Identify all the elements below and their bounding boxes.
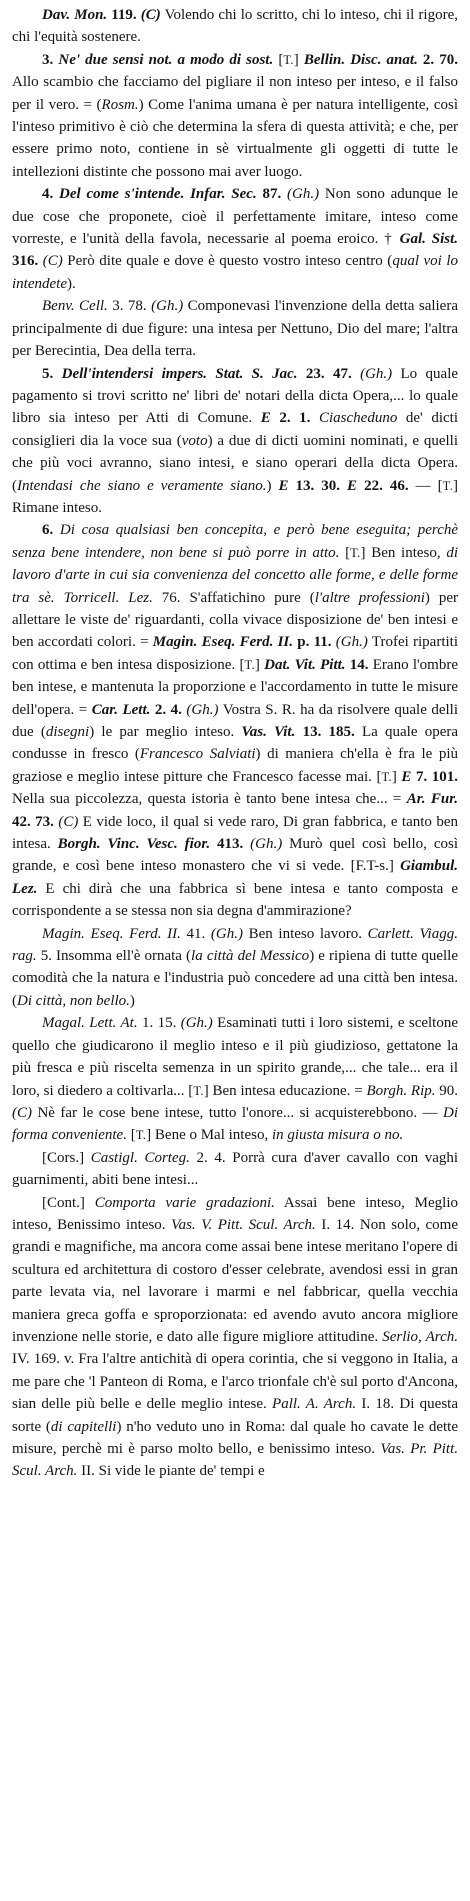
text-run: E <box>260 410 271 427</box>
entry-paragraph <box>12 183 458 295</box>
text-run: Borgh. Vinc. Vesc. fior. <box>57 836 211 853</box>
text-run: disegni <box>45 724 90 740</box>
text-run: 14. <box>345 656 373 673</box>
text-run: ) le par meglio inteso. <box>89 724 242 740</box>
text-run: Dell'intendersi impers. Stat. S. Jac. <box>61 365 298 382</box>
text-run: E <box>347 477 358 494</box>
text-run: 41. <box>180 925 211 942</box>
text-run: 3. 78. <box>107 298 152 315</box>
text-run: Magin. Eseq. Ferd. II. <box>152 634 294 651</box>
text-run: Dat. Vit. Pitt. <box>264 656 346 673</box>
text-run: ). <box>66 275 76 292</box>
text-run: [ <box>339 544 351 561</box>
text-run: (Gh.) <box>360 365 393 382</box>
text-run: Carlett. Viagg. rag. <box>12 925 458 965</box>
text-run: voto <box>181 432 208 449</box>
text-run: ] Bene o Mal inteso, <box>146 1127 272 1144</box>
text-run: 2. 4. <box>150 701 187 718</box>
text-run: Benv. Cell. <box>42 298 108 315</box>
text-run: Giambul. Lez. <box>12 858 458 897</box>
text-run: Serlio, Arch. <box>382 1328 458 1345</box>
text-run: (C) <box>42 253 63 270</box>
text-run: 2. 70. <box>417 51 459 68</box>
text-run: Assai bene inteso, Meglio inteso, Benissimo inteso. <box>12 1194 458 1233</box>
text-run: T. <box>193 1083 204 1098</box>
text-run: Lo quale pagamento si trovi scritto ne' libri de' notari della dicta Opera,... lo quale libro sia inteso per Atti di Comune. <box>12 365 459 427</box>
text-run: Volendo chi lo scritto, chi lo inteso, chi il rigore, chi l'equità sostenere. <box>12 7 458 46</box>
text-run: 13. 185. <box>295 724 362 740</box>
text-run: (Gh.) <box>186 701 219 718</box>
text-run: II. <box>77 1463 99 1480</box>
text-run: T. <box>283 52 294 67</box>
text-run: Rosm. <box>101 96 139 113</box>
text-run: T. <box>442 478 453 493</box>
text-run: E vide loco, il qual si vede raro, Di gran fabbrica, e tanto ben intesa. <box>12 813 458 853</box>
text-run: in giusta misura o no. <box>271 1127 404 1144</box>
text-run: Intendasi che siano e veramente siano. <box>17 477 267 494</box>
text-run: ) a due di dicti uomini nominati, e quelli che più voci avranno, siano intesi, e siano operari della dicta Opera. ( <box>12 432 458 494</box>
text-run: Erano l'ombre ben intese, e mantenuta la proporzione e l'accordamento in tutte le misure dell'opera. = <box>12 656 459 718</box>
text-run: 3. <box>42 51 59 68</box>
text-run: 5. <box>42 365 62 382</box>
text-run: Car. Lett. <box>91 701 151 718</box>
text-run: Ben inteso lavoro. <box>242 925 368 942</box>
text-run: (C) <box>140 7 161 23</box>
text-run: Ar. Fur. <box>406 791 458 808</box>
text-run: Trofei ripartiti con ottima e ben intesa disposizione. [ <box>12 634 458 673</box>
text-run: ] <box>254 656 265 673</box>
text-run: qual voi lo intendete <box>12 253 458 292</box>
text-run: Di questa sorte ( <box>12 1396 459 1435</box>
text-run: La quale opera condusse in fresco ( <box>12 724 459 763</box>
text-run: Castigl. Corteg. <box>90 1149 190 1166</box>
text-run: ] <box>391 768 402 785</box>
text-run: E <box>401 768 412 785</box>
text-run: di lavoro d'arte in cui sia convenienza del concetto alle forme, e delle forme tra sè. Torricell. Lez. <box>12 544 458 606</box>
text-run: (Gh.) <box>287 186 320 203</box>
text-run: ] Ben inteso, <box>360 544 447 561</box>
text-run: Borgh. Rip. <box>366 1082 436 1099</box>
text-run: (Gh.) <box>335 634 368 651</box>
text-run: Allo scambio che facciamo del pigliare il non inteso per inteso, e il falso per il vero. = ( <box>12 74 458 113</box>
text-run: E <box>278 477 289 494</box>
text-run: Dav. Mon. <box>42 7 108 23</box>
text-run: 23. 47. <box>297 365 361 382</box>
entry-paragraph <box>12 519 458 922</box>
entry-paragraph <box>12 295 458 362</box>
text-run: ) di maniera ch'ella è fra le più graziose e meglio intese pitture che Francesco facesse mai. [ <box>12 746 459 785</box>
text-run: 413. <box>210 836 251 853</box>
text-run: ] Ben intesa educazione. = <box>203 1082 367 1099</box>
text-run: Ne' due sensi not. a modo di sost. <box>58 51 274 68</box>
text-run: (Gh.) <box>250 836 283 853</box>
text-run: Murò quel così bello, così grande, e così bene inteso monastero che vi si vede. [F.T-s.] <box>12 836 458 875</box>
text-run: Nè far le cose bene intese, tutto l'onore... si acquisterebbono. — <box>32 1104 443 1121</box>
text-run: (Gh.) <box>210 925 243 942</box>
text-run: la città del Messico <box>191 948 310 965</box>
text-run: 4. <box>42 186 60 203</box>
text-run: (Gh.) <box>151 298 184 315</box>
text-run: Porrà cura d'aver cavallo con vaghi guarnimenti, abiti bene intesi... <box>12 1149 459 1189</box>
text-run: ) n'ho veduto uno in Roma: dal quale ho cavate le dette misure, perchè mi è parso molto bello, e benissimo inteso. <box>12 1418 458 1457</box>
entry-paragraph <box>12 4 458 49</box>
text-run: T. <box>350 545 361 560</box>
text-run: Pall. A. Arch. <box>272 1396 357 1413</box>
text-run: Non solo, come grandi e magnifiche, ma ancora come assai bene intese meritano l'opere di scultura ed architettura di costoro d'esser celebrate, avendosi essi in gran parte levata via, nel lavorare i marmi e nel fabbricar, quella vecchia maniera greca goffa e sproporzionata: ed avendo avuto ancora migliore invenzione nelle storie, e dato alle figure migliore attitudine. <box>12 1216 459 1345</box>
text-run: 90. <box>435 1082 459 1099</box>
text-run: Componevasi l'invenzione della detta saliera principalmente di due figure: una intesa per Nettuno, Dio del mare; l'altra per Berecintia, Dea della terra. <box>12 298 458 360</box>
text-run: Bellin. Disc. anat. <box>303 51 418 68</box>
entry-paragraph <box>12 923 458 1013</box>
text-run: [ <box>273 51 284 68</box>
text-run: Non sono adunque le due cose che proponete, cioè il perfettamente imitare, inteso come vorreste, e l'unità della favola, necessarie al poema eroico. † <box>12 186 459 248</box>
text-run: Magin. Eseq. Ferd. II. <box>42 925 181 942</box>
text-run: Si vide le piante de' tempi e <box>98 1463 265 1480</box>
text-run: ) Come l'anima umana è per natura intelligente, così l'inteso primitivo è ciò che determina la sfera di questa attività; e che, per essere primo noto, contiene in sè virtualmente gli oggetti di tutte le intellezioni distinte che possono mai aver luogo. <box>12 96 458 180</box>
text-run: 7. 101. <box>411 768 459 785</box>
entry-paragraph <box>12 363 458 520</box>
text-run: ] Rimane inteso. <box>12 477 458 516</box>
text-run: Comporta varie gradazioni. <box>94 1194 275 1211</box>
text-run: T. <box>381 769 392 784</box>
text-run: Ciascheduno <box>319 410 398 427</box>
text-run: 5. Insomma ell'è ornata ( <box>36 948 192 965</box>
text-run: 1. 15. <box>137 1015 181 1032</box>
text-run: [ <box>126 1127 136 1144</box>
text-run: Vas. V. Pitt. Scul. Arch. <box>171 1216 316 1233</box>
text-run: 119. <box>107 7 141 23</box>
text-run: Di città, non bello. <box>17 992 130 1009</box>
text-run: Fra l'altre antichità di opera corintia, che si veggono in Italia, a me pare che 'l Panteon di Roma, e l'arco trionfale ch'è sul porto d'Ancona, sian delle più belle e delle meglio intese. <box>12 1351 459 1413</box>
text-run: Vas. Pr. Pitt. Scul. Arch. <box>12 1441 458 1480</box>
text-run: E chi dirà che una fabbrica sì bene intesa e tanto composta e corrispondente a se stessa non sia degna d'ammirazione? <box>12 880 458 920</box>
text-run: Magal. Lett. At. <box>42 1015 138 1032</box>
text-run: [Cont.] <box>42 1194 95 1211</box>
text-run: I. 14. <box>315 1216 360 1233</box>
text-run: Vas. Vit. <box>241 724 296 740</box>
text-run: (C) <box>12 1104 32 1121</box>
text-run: T. <box>244 657 255 672</box>
text-run: ) <box>129 992 135 1009</box>
text-run: Francesco Salviati <box>139 746 256 763</box>
text-run: ] <box>293 51 304 68</box>
text-run: p. 11. <box>293 634 336 651</box>
entry-paragraph <box>12 1147 458 1192</box>
text-run: 2. 4. <box>189 1149 233 1166</box>
text-run: — [ <box>415 477 443 494</box>
text-run: l'altre professioni <box>314 589 425 606</box>
text-run: ) <box>266 477 279 494</box>
text-run: 76. S'affatichino pure ( <box>152 589 315 606</box>
text-run: de' dicti consiglieri dia la voce sua ( <box>12 410 458 449</box>
text-run: Del come s'intende. Infar. Sec. <box>59 186 257 203</box>
text-run: (Gh.) <box>180 1015 213 1032</box>
entry-paragraph <box>12 1012 458 1146</box>
text-run: Di forma conveniente. <box>12 1104 458 1144</box>
text-run: 22. 46. <box>357 477 416 494</box>
text-run: Vostra S. R. ha da risolvere quale delli due ( <box>12 701 459 740</box>
text-run: I. 18. <box>356 1396 400 1413</box>
text-run: 2. 1. <box>270 410 319 427</box>
text-run: di capitelli <box>50 1418 117 1435</box>
text-run: IV. 169. v. <box>12 1351 79 1368</box>
text-run: 87. <box>256 186 288 203</box>
text-run: 316. <box>12 253 43 270</box>
text-run: 6. <box>42 522 60 539</box>
text-run: T. <box>135 1128 147 1143</box>
text-run: (C) <box>58 813 79 830</box>
text-run: Però dite quale e dove è questo vostro inteso centro ( <box>62 253 393 270</box>
text-run: Esaminati tutti i loro sistemi, e sceltone quello che giudicarono il meglio inteso e il più giudizioso, gettatone la più fresca e più riscelta semenza in un spirito grande,... che tale... era il loro, si diedero a coltivarla... [ <box>12 1015 458 1099</box>
text-run: Nella sua piccolezza, questa istoria è tanto bene intesa che... = <box>12 791 407 808</box>
text-run: Di cosa qualsiasi ben concepita, e però bene eseguita; perchè senza bene intendere, non bene si può porre in atto. <box>12 522 459 561</box>
text-run: ) e ripiena di tutte quelle comodità che la natura e l'industria può concedere ad una città ben intesa. ( <box>12 948 459 1009</box>
text-run: ) per allettare le viste de' riguardanti, colla vivace disposizione de' ben intesi e ben accordati colori. = <box>12 589 459 651</box>
text-run: 13. 30. <box>288 477 348 494</box>
text-run: Gal. Sist. <box>399 231 458 248</box>
entry-paragraph <box>12 1192 458 1483</box>
text-run: 42. 73. <box>12 813 59 830</box>
text-run: [Cors.] <box>42 1149 91 1166</box>
entry-paragraph <box>12 49 458 183</box>
